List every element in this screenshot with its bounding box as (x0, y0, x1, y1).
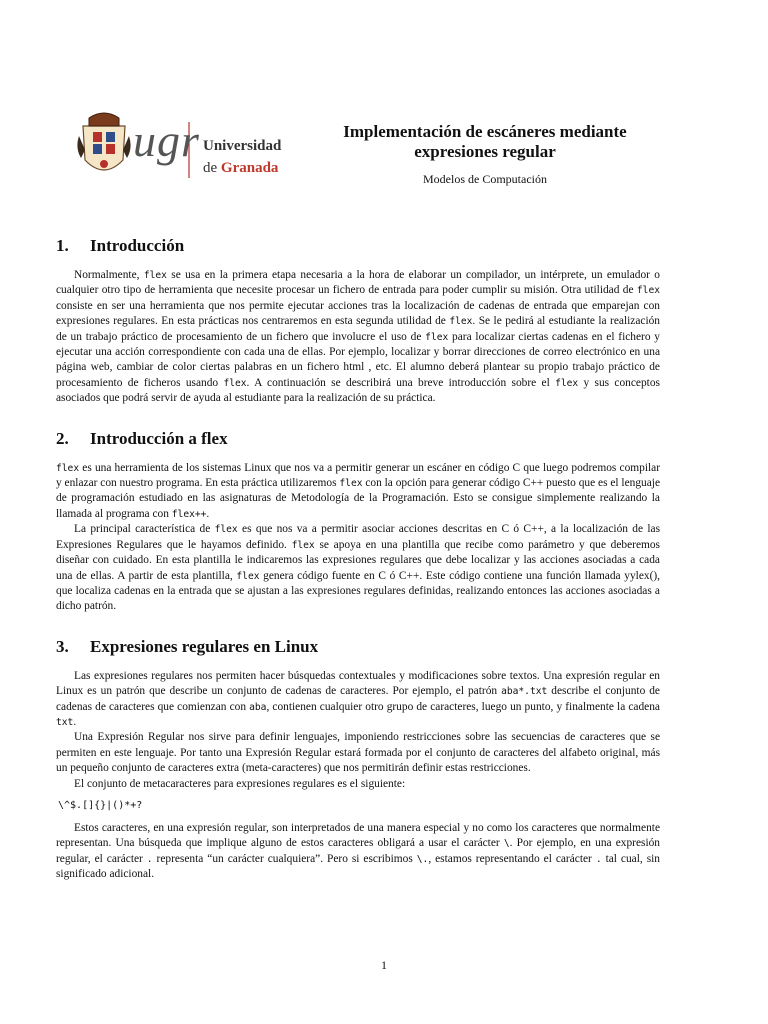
title-block (300, 122, 670, 187)
logo-name-line2: Granada (220, 160, 279, 176)
university-logo (75, 108, 287, 188)
document-title-line1: Implementación de escáneres mediante (343, 122, 627, 141)
section-number: 3. (56, 636, 69, 656)
section-heading (56, 429, 660, 449)
paragraph: Estos caracteres, en una expresión regular, son interpretados de una manera especial y no como los caracteres que normalmente representan. Una búsqueda que implique alguno de estos caracteres obligará a usar el carácter \. Por ejemplo, en una expresión regular, el carácter . representa “un carácter cualquiera”. Pero si escribimos \., estamos representando el carácter . tal cual, sin significado adicional. (56, 821, 661, 881)
logo-name-line1: Universidad (203, 138, 282, 154)
paragraph: El conjunto de metacaracteres para expresiones regulares es el siguiente: (74, 777, 406, 790)
document-subtitle: Modelos de Computación (423, 172, 547, 186)
paragraph: Normalmente, flex se usa en la primera etapa necesaria a la hora de elaborar un compilador, un intérprete, un emulador o cualquier otro tipo de herramienta que necesite procesar un fichero de entrada para poder cumplir su misión. Otra utilidad de flex consiste en ser una herramienta que nos permite ejecutar acciones tras la localización de cadenas de entrada que emparejan con expresiones regulares. En esta prácticas nos centraremos en esta segunda utilidad de flex. Se le pedirá al estudiante la realización de un trabajo práctico de procesamiento de un fichero que involucre el uso de flex para localizar ciertas cadenas en el fichero y ejecutar una acción correspondiente con cada una de ellas. Por ejemplo, localizar y borrar direcciones de correo electrónico en una página web, cambiar de color ciertas palabras en un fichero html , etc. El alumno deberá plantear su propio trabajo práctico de procesamiento de ficheros usando flex. A continuación se describirá una breve introducción sobre el flex y sus conceptos asociados que podrá servir de ayuda al estudiante para la realización de su práctica. (56, 269, 661, 405)
document-body (56, 236, 660, 905)
section-expresiones-regulares (56, 637, 660, 883)
section-title: Introducción (90, 236, 185, 255)
paragraph: flex es una herramienta de los sistemas Linux que nos va a permitir generar un escáner en código C que luego podremos compilar y enlazar con nuestro programa. En esta práctica utilizaremos flex con la opción para generar código C++ puesto que es el lenguaje de programación estudiado en las asignaturas de Metodología de la Programación. Esto se consigue simplemente realizando la llamada al programa con flex++. (56, 461, 661, 520)
paragraph: La principal característica de flex es que nos va a permitir asociar acciones descritas en C ó C++, a la localización de las Expresiones Regulares que le hayamos definido. flex se apoya en una plantilla que recibe como parámetro y que deberemos diseñar con cuidado. En esta plantilla le indicaremos las expresiones regulares que debe localizar y las acciones asociadas a cada una de ellas. A partir de esta plantilla, flex genera código fuente en C ó C++. Este código contiene una función llamada yylex(), que localiza cadenas en la entrada que se ajustan a las expresiones regulares definidas, realizando entonces las acciones asociadas a dicho patrón. (56, 523, 661, 613)
section-introduccion-flex (56, 429, 660, 615)
section-title: Expresiones regulares en Linux (90, 636, 319, 656)
section-introduccion (56, 236, 660, 407)
section-heading (56, 236, 660, 256)
paragraph: Una Expresión Regular nos sirve para definir lenguajes, imponiendo restricciones sobre las secuencias de caracteres que se permiten en este lenguaje. Por tanto una Expresión Regular estará formada por el conjunto de caracteres del alfabeto original, más un pequeño conjunto de caracteres extra (meta-caracteres) que nos permitirán definir estas restricciones. (56, 731, 660, 775)
section-number: 1. (56, 236, 69, 255)
section-title: Introducción a flex (90, 428, 228, 448)
paragraph: Las expresiones regulares nos permiten hacer búsquedas contextuales y modificaciones sobre textos. Una expresión regular en Linux es un patrón que describe un conjunto de cadenas de caracteres. Por ejemplo, el patrón aba*.txt describe el conjunto de cadenas de caracteres que comienzan con aba, contienen cualquier otro grupo de caracteres, luego un punto, y finalmente la cadena txt. (56, 669, 660, 728)
page-number: 1 (381, 958, 387, 972)
logo-mark: ugr (133, 115, 200, 166)
section-heading (56, 637, 660, 657)
logo-name-de: de (203, 160, 218, 176)
metacharacters: \^$.[]{}|()*+? (58, 799, 143, 811)
document-title-line2: expresiones regular (414, 142, 556, 161)
section-number: 2. (56, 428, 69, 448)
